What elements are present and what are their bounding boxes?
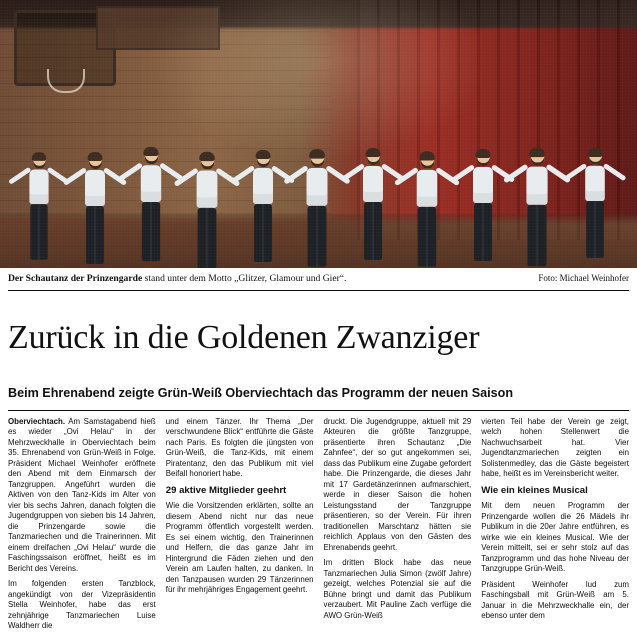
paragraph-text: Im folgenden ersten Tanzblock, angekündigt von der Vizepräsidentin Stella Weinhofer, habe das erst zehnjährige Tanzmariechen Luise Waldherr die: [8, 579, 156, 631]
photo-grain-overlay: [0, 0, 637, 268]
paragraph: [481, 501, 629, 575]
paragraph: [481, 580, 629, 622]
section-heading: 29 aktive Mitglieder geehrt: [165, 484, 287, 496]
section-heading: Wie ein kleines Musical: [481, 484, 588, 496]
article-body-columns: [0, 417, 637, 643]
paragraph: [481, 417, 629, 480]
paragraph-text: Am Samstagabend hieß es wieder „Ovi Helau“ in der Mehrzweckhalle in Oberviechtach beim 35. Ehrenabend von Grün-Weiß in Folge. Präsident Michael Weinhofer eröffnete den Abend mit dem Einmarsch der Tanzgruppen. Angeführt wurden die Aktiven von den Tanz-Kids im Alter von vier bis sechs Jahren, danach folgten die Jugendgruppen von sieben bis 14 Jahren, die Prinzengarde sowie die Tanzmariechen und die Trainerinnen. Mit einem dreifachen „Ovi Helau“ wurde die Faschingssaison eröffnet, heißt es im Bericht des Vereins.: [8, 416, 156, 573]
paragraph-text: Wie die Vorsitzenden erklärten, sollte an diesem Abend nicht nur das neue Programm öffentlich vorgestellt werden. Es sei einem wichtig, den Trainerinnen und Helfern, die das ganze Jahr im Hintergrund die Fäden ziehen und den Verein am Laufen halten, zu danken. In den Tanzpausen wurden 29 Tänzerinnen für ihr mehrjähriges Engagement geehrt.: [165, 501, 314, 595]
caption-lead: Der Schautanz der Prinzengarde: [8, 273, 143, 284]
dateline: Oberviechtach.: [8, 416, 66, 426]
paragraph-text: und einem Tänzer. Ihr Thema „Der verschwundene Blick“ entführte die Gäste nach Paris. Es folgten die jüngsten von Grün-Weiß, die Tanz-Kids, mit einem Piratentanz, den das Publikum mit viel Beifall honoriert habe.: [165, 416, 314, 479]
paragraph-text: vierten Teil habe der Verein ge zeigt, welch hohen Stellenwert die Nachwuchsarbeit hat. Vier Jugendtanzmariechen zeigten ein Solistenmedley, das die Gäste begeistert habe, heißt es im Vereinsbericht weiter.: [481, 416, 629, 479]
paragraph-text: Im dritten Block habe das neue Tanzmariechen Julia Simon (zwölf Jahre) gezeigt, welches Potenzial sie auf die Bühne bringt und damit das Publikum verzaubert. Mit Pauline Zach verfüge die AWO Grün-Weiß: [323, 558, 472, 620]
subhead-divider: [8, 410, 629, 411]
paragraph: [8, 579, 156, 632]
photo-credit: Foto: Michael Weinhofer: [538, 273, 629, 283]
paragraph: [166, 501, 314, 596]
article-column-2: [166, 417, 314, 637]
paragraph-text: Mit dem neuen Programm der Prinzengarde wollen die 26 Mädels ihr Publikum in die 20er Jahre entführen, es wirke wie ein kleines Musical. Wie der Verein mitteilt, sei er sehr stolz auf das Tanzprogramm und das hohe Niveau der Tanzgruppe Grün-Weiß.: [481, 501, 629, 574]
article-column-3: [324, 417, 472, 637]
article-column-1: [8, 417, 156, 637]
article-photo: [0, 0, 637, 268]
photo-caption: [8, 273, 346, 285]
paragraph: [324, 417, 472, 554]
article-subhead: Beim Ehrenabend zeigte Grün-Weiß Oberviechtach das Programm der neuen Saison: [8, 386, 514, 401]
article-column-4: [481, 417, 629, 637]
paragraph: [324, 558, 472, 621]
paragraph: [166, 417, 314, 480]
paragraph: [8, 417, 156, 575]
caption-divider: [8, 290, 629, 291]
caption-rest: stand unter dem Motto „Glitzer, Glamour und Gier“.: [142, 273, 347, 284]
photo-caption-row: [0, 268, 637, 288]
paragraph-text: druckt. Die Jugendgruppe, aktuell mit 29 Akteuren die größte Tanzgruppe, präsentierte ihren Schautanz „Die Zahnfee“, der so gut angekommen sei, dass das Publikum eine Zugabe gefordert habe. Die Prinzengarde, die dieses Jahr mit 17 Gardetänzerinnen aufmarschiert, werde in dieser Saison die hohen Leistungsstand der Tanzgruppe präsentieren, so der Verein. Für ihren traditionellen Marschtanz hätten sie reichlich Applaus von den Gästen des Ehrenabends geehrt.: [323, 416, 472, 552]
page-title: Zurück in die Goldenen Zwanziger: [8, 318, 480, 356]
paragraph-text: Präsident Weinhofer lud zum Faschingsball mit Grün-Weiß am 5. Januar in die Mehrzweckhalle ein, der ebenso unter dem: [481, 579, 629, 621]
